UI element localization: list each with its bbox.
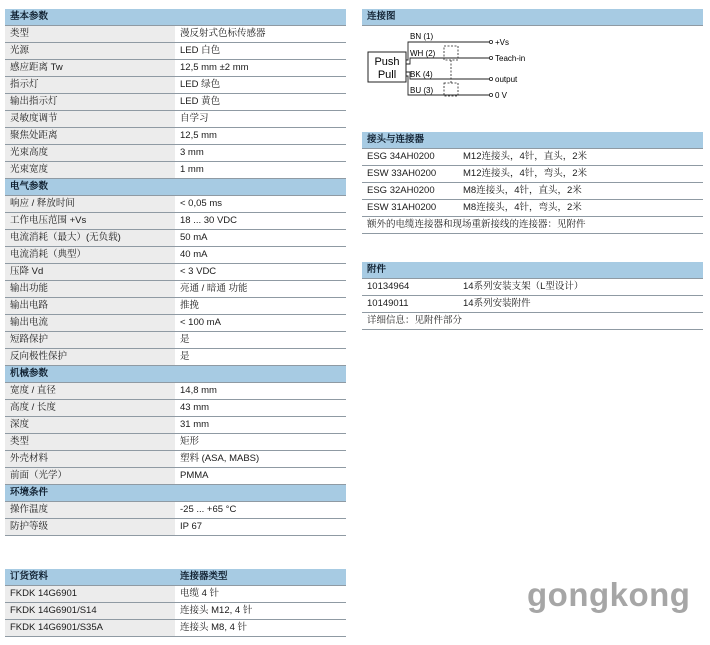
row-label: 类型	[5, 434, 175, 451]
node-teach	[489, 56, 492, 59]
row-value: 亮通 / 暗通 功能	[175, 281, 346, 298]
wiring-title: 连接图	[362, 9, 703, 26]
spec-row	[5, 230, 346, 247]
row-label: 指示灯	[5, 77, 175, 94]
accessory-row	[362, 279, 703, 296]
signal-teach: Teach-in	[495, 54, 526, 63]
spec-row	[5, 434, 346, 451]
section-electrical-title: 电气参数	[5, 179, 346, 196]
spec-row	[5, 264, 346, 281]
row-label: 类型	[5, 26, 175, 43]
row-label: 感应距离 Tw	[5, 60, 175, 77]
connectors-note: 额外的电缆连接器和现场重新接线的连接器：见附件	[362, 217, 703, 234]
accessories-note: 详细信息：见附件部分	[362, 313, 703, 330]
signal-output: output	[495, 75, 518, 84]
order-row	[5, 586, 346, 603]
row-value: 12,5 mm	[175, 128, 346, 145]
push-pull-line1: Push	[374, 56, 400, 68]
row-label: ESG 34AH0200	[362, 149, 458, 166]
row-value: -25 ... +65 °C	[175, 502, 346, 519]
spec-row	[5, 281, 346, 298]
section-environment-title: 环境条件	[5, 485, 346, 502]
row-label: 输出电路	[5, 298, 175, 315]
push-pull-line2: Pull	[377, 69, 397, 81]
row-label: 聚焦处距离	[5, 128, 175, 145]
terminal-box-lower	[444, 83, 458, 96]
section-basic-title: 基本参数	[5, 9, 346, 26]
section-basic	[5, 9, 346, 26]
watermark-text: gongkong	[527, 576, 691, 613]
row-value: 1 mm	[175, 162, 346, 179]
row-label: 电流消耗（典型）	[5, 247, 175, 264]
spec-row	[5, 298, 346, 315]
row-value: 14系列安装支架（L型设计）	[458, 279, 703, 296]
row-value: 连接头 M8, 4 针	[175, 620, 346, 637]
row-value: 漫反射式色标传感器	[175, 26, 346, 43]
row-label: 防护等级	[5, 519, 175, 536]
spec-row	[5, 111, 346, 128]
row-label: 光束宽度	[5, 162, 175, 179]
row-value: 50 mA	[175, 230, 346, 247]
row-value: 电缆 4 针	[175, 586, 346, 603]
row-value: LED 黄色	[175, 94, 346, 111]
row-label: 10134964	[362, 279, 458, 296]
row-label: ESG 32AH0200	[362, 183, 458, 200]
connector-row	[362, 166, 703, 183]
spec-row	[5, 196, 346, 213]
row-value: M12连接头，4针，直头，2米	[458, 149, 703, 166]
row-label: FKDK 14G6901/S14	[5, 603, 175, 620]
order-panel	[5, 569, 346, 637]
row-value: PMMA	[175, 468, 346, 485]
row-label: 宽度 / 直径	[5, 383, 175, 400]
row-label: 短路保护	[5, 332, 175, 349]
spec-row	[5, 451, 346, 468]
wiring-panel	[362, 9, 703, 26]
row-value: 自学习	[175, 111, 346, 128]
order-header-row	[5, 569, 346, 586]
spec-row	[5, 162, 346, 179]
row-label: ESW 31AH0200	[362, 200, 458, 217]
spec-row	[5, 502, 346, 519]
wire-code-bn: BN (1)	[410, 32, 434, 41]
accessory-row	[362, 296, 703, 313]
wire-code-wh: WH (2)	[410, 49, 436, 58]
row-label: 工作电压范围 +Vs	[5, 213, 175, 230]
row-label: 光源	[5, 43, 175, 60]
section-electrical	[5, 179, 346, 196]
row-value: 18 ... 30 VDC	[175, 213, 346, 230]
row-value: 43 mm	[175, 400, 346, 417]
spec-row	[5, 60, 346, 77]
row-value: 推挽	[175, 298, 346, 315]
wiring-diagram	[362, 26, 552, 106]
order-header-right: 连接器类型	[175, 569, 346, 586]
row-value: 12,5 mm ±2 mm	[175, 60, 346, 77]
node-0v	[489, 93, 492, 96]
row-label: 输出功能	[5, 281, 175, 298]
row-value: M8连接头，4针，直头，2米	[458, 183, 703, 200]
row-value: 矩形	[175, 434, 346, 451]
section-mechanical	[5, 366, 346, 383]
spec-row	[5, 77, 346, 94]
row-label: 压降 Vd	[5, 264, 175, 281]
spec-row	[5, 468, 346, 485]
row-value: 连接头 M12, 4 针	[175, 603, 346, 620]
spec-row	[5, 213, 346, 230]
section-environment	[5, 485, 346, 502]
spec-row	[5, 400, 346, 417]
row-label: 前面（光学）	[5, 468, 175, 485]
row-label: 响应 / 释放时间	[5, 196, 175, 213]
row-label: 操作温度	[5, 502, 175, 519]
spec-row	[5, 417, 346, 434]
connectors-title: 接头与连接器	[362, 132, 703, 149]
wire-code-bu: BU (3)	[410, 86, 434, 95]
spec-row	[5, 43, 346, 60]
row-label: 高度 / 长度	[5, 400, 175, 417]
node-vs	[489, 40, 492, 43]
connector-row	[362, 200, 703, 217]
spec-row	[5, 128, 346, 145]
row-value: M12连接头，4针，弯头，2米	[458, 166, 703, 183]
wiring-header	[362, 9, 703, 26]
spec-row	[5, 349, 346, 366]
row-value: IP 67	[175, 519, 346, 536]
spec-row	[5, 383, 346, 400]
order-header-left: 订货资料	[5, 569, 175, 586]
order-row	[5, 620, 346, 637]
spec-row	[5, 26, 346, 43]
row-label: 输出指示灯	[5, 94, 175, 111]
accessories-table	[362, 262, 703, 330]
row-value: M8连接头，4针，弯头，2米	[458, 200, 703, 217]
spec-row	[5, 315, 346, 332]
row-value: < 100 mA	[175, 315, 346, 332]
accessories-panel	[362, 262, 703, 330]
row-value: LED 白色	[175, 43, 346, 60]
row-value: < 3 VDC	[175, 264, 346, 281]
node-output	[489, 77, 492, 80]
row-label: 光束高度	[5, 145, 175, 162]
row-value: 3 mm	[175, 145, 346, 162]
spec-panel	[5, 9, 346, 536]
row-value: 40 mA	[175, 247, 346, 264]
row-value: 14系列安装附件	[458, 296, 703, 313]
row-value: 31 mm	[175, 417, 346, 434]
connector-row	[362, 183, 703, 200]
section-mechanical-title: 机械参数	[5, 366, 346, 383]
row-value: 是	[175, 349, 346, 366]
row-label: 电流消耗（最大）(无负载)	[5, 230, 175, 247]
connectors-panel	[362, 132, 703, 234]
row-label: 输出电流	[5, 315, 175, 332]
wire-wh	[406, 58, 490, 64]
row-label: 灵敏度调节	[5, 111, 175, 128]
order-table	[5, 569, 346, 637]
row-label: FKDK 14G6901	[5, 586, 175, 603]
signal-0v: 0 V	[495, 91, 508, 100]
row-value: < 0,05 ms	[175, 196, 346, 213]
row-label: 10149011	[362, 296, 458, 313]
spec-row	[5, 94, 346, 111]
accessories-title: 附件	[362, 262, 703, 279]
row-value: 是	[175, 332, 346, 349]
spec-row	[5, 519, 346, 536]
wire-code-bk: BK (4)	[410, 70, 433, 79]
row-label: FKDK 14G6901/S35A	[5, 620, 175, 637]
row-value: 塑料 (ASA, MABS)	[175, 451, 346, 468]
row-label: ESW 33AH0200	[362, 166, 458, 183]
spec-table	[5, 9, 346, 536]
signal-vs: +Vs	[495, 38, 510, 47]
row-value: LED 绿色	[175, 77, 346, 94]
spec-row	[5, 145, 346, 162]
row-value: 14,8 mm	[175, 383, 346, 400]
spec-row	[5, 247, 346, 264]
spec-row	[5, 332, 346, 349]
connector-row	[362, 149, 703, 166]
row-label: 深度	[5, 417, 175, 434]
order-row	[5, 603, 346, 620]
row-label: 外壳材料	[5, 451, 175, 468]
row-label: 反向极性保护	[5, 349, 175, 366]
connectors-table	[362, 132, 703, 234]
